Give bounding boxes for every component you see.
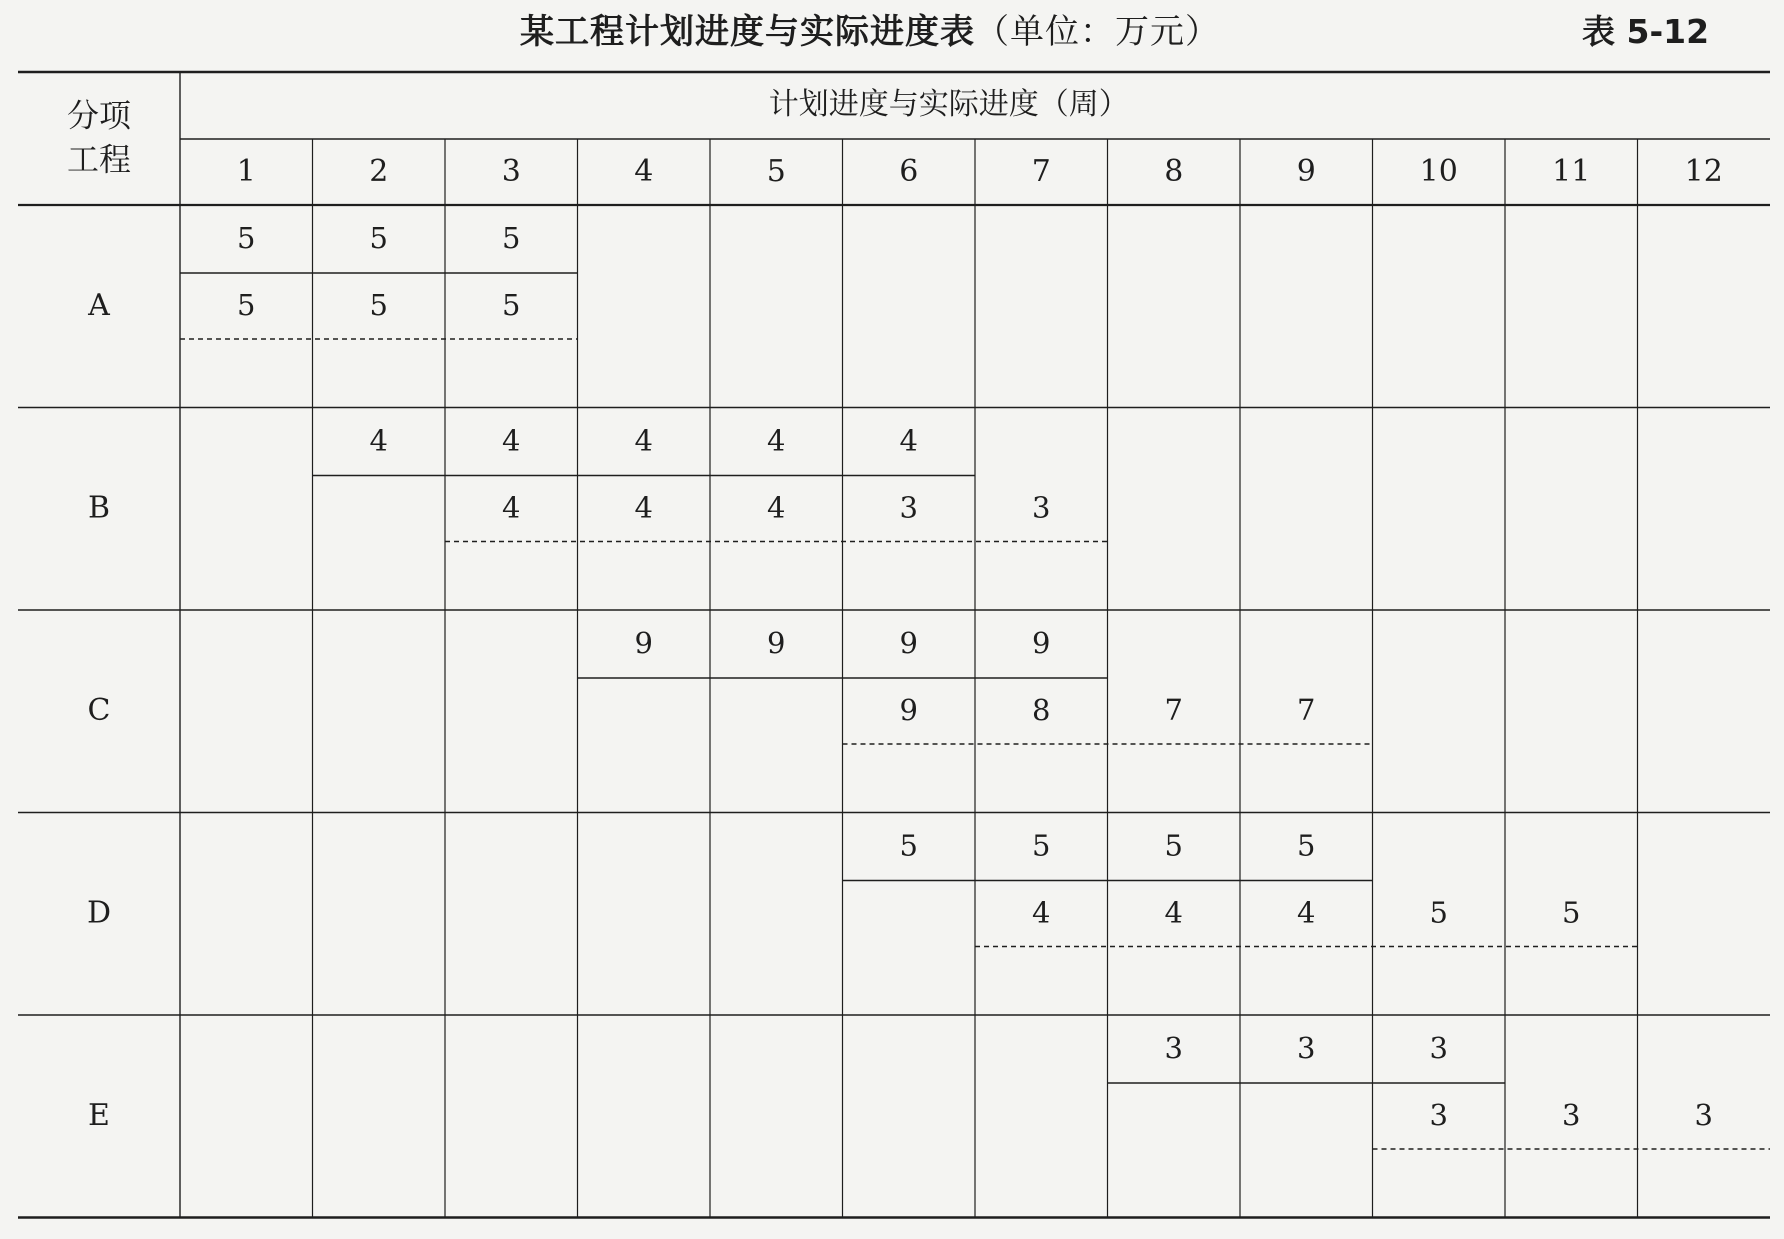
actual-value: 3 [899,490,918,525]
actual-value: 5 [502,288,521,322]
week-number: 6 [899,154,919,189]
actual-value: 8 [1032,693,1051,727]
actual-value: 4 [1297,895,1316,930]
week-number: 1 [236,154,256,189]
header-span-label: 计划进度与实际进度（周） [768,87,1129,122]
actual-value: 4 [767,490,786,525]
actual-value: 5 [369,288,388,322]
planned-value: 5 [237,221,256,255]
planned-value: 4 [369,423,388,458]
row-label: E [88,1098,110,1133]
table-row [88,626,1373,744]
actual-value: 3 [1032,490,1051,525]
planned-value: 3 [1429,1031,1448,1065]
table-header [67,87,1723,189]
planned-value: 3 [1164,1031,1183,1065]
actual-value: 9 [899,693,918,727]
row-label: C [87,693,111,728]
table-row [87,829,1638,947]
row-label: B [87,490,111,526]
planned-value: 3 [1297,1031,1316,1065]
actual-value: 5 [237,288,256,322]
planned-value: 4 [767,423,786,458]
planned-value: 5 [899,828,918,863]
planned-value: 4 [899,423,918,458]
planned-value: 5 [502,221,521,255]
planned-value: 9 [634,626,653,660]
week-number: 3 [501,154,521,189]
week-number: 9 [1296,154,1316,189]
header-item-label: 分项 [66,96,132,135]
actual-value: 3 [1694,1098,1713,1132]
row-label: D [86,895,112,931]
week-number: 4 [634,154,654,189]
actual-value: 5 [1429,895,1448,930]
actual-value: 4 [502,490,521,525]
table-row [88,1031,1770,1149]
header-item-label: 工程 [66,140,132,179]
week-number: 12 [1684,154,1723,189]
week-number: 11 [1552,154,1591,189]
actual-value: 7 [1164,693,1183,727]
planned-value: 5 [1164,828,1183,863]
planned-value: 5 [1297,828,1316,863]
actual-value: 4 [1164,895,1183,930]
week-number: 8 [1164,154,1184,189]
planned-value: 9 [899,626,918,660]
week-number: 2 [369,154,389,189]
actual-value: 3 [1429,1098,1448,1132]
table-title [520,4,1220,53]
title-unit: （单位：万元） [975,12,1220,52]
planned-value: 5 [1032,828,1051,863]
actual-value: 3 [1562,1098,1581,1132]
planned-value: 5 [369,221,388,255]
table-body [87,221,1770,1149]
table-row [87,221,577,339]
planned-value: 9 [767,626,786,660]
actual-value: 5 [1562,895,1581,930]
row-label: A [88,288,110,323]
title-text: 某工程计划进度与实际进度表 [520,12,975,52]
planned-value: 4 [502,423,521,458]
planned-value: 4 [634,423,653,458]
actual-value: 7 [1297,693,1316,727]
week-number: 7 [1031,154,1051,189]
table-row [88,424,1108,542]
week-number: 10 [1419,154,1458,189]
planned-value: 9 [1032,626,1051,660]
actual-value: 4 [1032,895,1051,930]
week-number: 5 [766,154,786,189]
table-number: 表 5-12 [1582,12,1710,51]
table-lines [18,72,1770,1218]
actual-value: 4 [634,490,653,525]
